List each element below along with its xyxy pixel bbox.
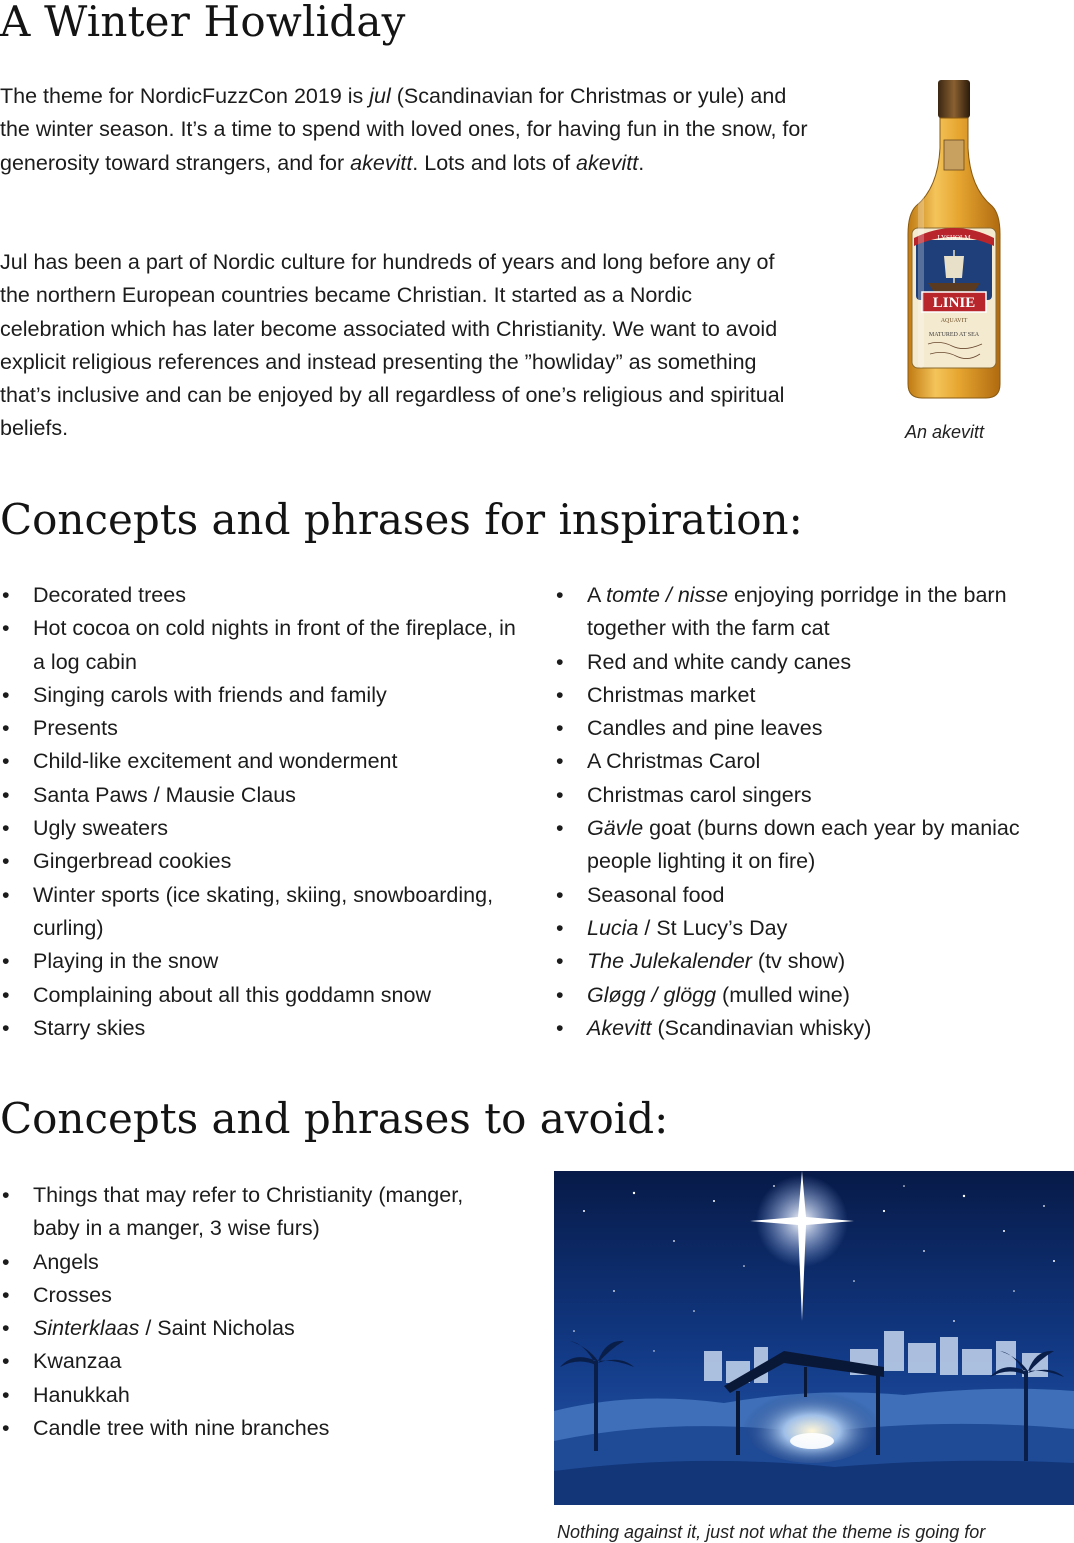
list-item: • Crosses	[0, 1279, 500, 1312]
intro-paragraph-1: The theme for NordicFuzzCon 2019 is jul (Scandinavian for Christmas or yule) and the winter season. It’s a time to spend with loved ones, for having fun in the snow, for generosity toward strangers, and for akevitt. Lots and lots of akevitt.	[0, 84, 808, 175]
inspiration-list-left	[0, 579, 520, 1045]
list-item: • Santa Paws / Mausie Claus	[0, 779, 520, 812]
bottle-cap	[938, 80, 970, 118]
intro-paragraph-2: Jul has been a part of Nordic culture for hundreds of years and long before any of the northern European countries became Christian. It started as a Nordic celebration which has later become associated with Christianity. We want to avoid explicit religious references and instead presenting the ”howliday” as something that’s inclusive and can be enjoyed by all regardless of one’s religious and spiritual beliefs.	[0, 250, 785, 441]
list-item: • Red and white candy canes	[554, 646, 1054, 679]
bottle-small: MATURED AT SEA	[928, 332, 980, 338]
list-item: • Ugly sweaters	[0, 812, 520, 845]
page-title: A Winter Howliday	[0, 0, 406, 46]
list-item: • Lucia / St Lucy’s Day	[554, 912, 1054, 945]
list-item: • Candles and pine leaves	[554, 712, 1054, 745]
list-item: • Hanukkah	[0, 1379, 500, 1412]
list-item: • Christmas market	[554, 679, 1054, 712]
list-item: • Sinterklaas / Saint Nicholas	[0, 1312, 500, 1345]
list-item: • Gingerbread cookies	[0, 845, 520, 878]
nativity-scene-image	[554, 1171, 1074, 1505]
list-item: • Decorated trees	[0, 579, 520, 612]
list-item: • Presents	[0, 712, 520, 745]
akevitt-bottle-image	[900, 78, 1008, 404]
bottle-caption: An akevitt	[905, 422, 985, 442]
list-item: • Akevitt (Scandinavian whisky)	[554, 1012, 1054, 1045]
bottle-brand-top: LYSHOLM	[937, 234, 971, 242]
inspiration-heading: Concepts and phrases for inspiration:	[0, 495, 803, 544]
neck-label	[944, 140, 964, 170]
list-item: • Child-like excitement and wonderment	[0, 745, 520, 778]
list-item: • A tomte / nisse enjoying porridge in the barn together with the farm cat	[554, 579, 1054, 646]
list-item: • Complaining about all this goddamn snow	[0, 979, 520, 1012]
list-item: • Things that may refer to Christianity (manger, baby in a manger, 3 wise furs)	[0, 1179, 500, 1246]
list-item: • Starry skies	[0, 1012, 520, 1045]
manger-light	[742, 1383, 882, 1463]
list-item: • Angels	[0, 1246, 500, 1279]
list-item: • Playing in the snow	[0, 945, 520, 978]
list-item: • Gløgg / glögg (mulled wine)	[554, 979, 1054, 1012]
nativity-caption: Nothing against it, just not what the theme is going for	[557, 1522, 986, 1542]
list-item: • A Christmas Carol	[554, 745, 1054, 778]
bottle-sub: AQUAVIT	[940, 318, 968, 324]
list-item: • Kwanzaa	[0, 1345, 500, 1378]
list-item: • Hot cocoa on cold nights in front of the fireplace, in a log cabin	[0, 612, 520, 679]
inspiration-list-right	[554, 579, 1054, 1045]
list-item: • The Julekalender (tv show)	[554, 945, 1054, 978]
bottle-brand: LINIE	[932, 295, 976, 311]
list-item: • Winter sports (ice skating, skiing, snowboarding, curling)	[0, 879, 520, 946]
list-item: • Candle tree with nine branches	[0, 1412, 500, 1445]
list-item: • Singing carols with friends and family	[0, 679, 520, 712]
list-item: • Christmas carol singers	[554, 779, 1054, 812]
avoid-list	[0, 1179, 500, 1445]
list-item: • Seasonal food	[554, 879, 1054, 912]
avoid-heading: Concepts and phrases to avoid:	[0, 1094, 669, 1143]
list-item: • Gävle goat (burns down each year by maniac people lighting it on fire)	[554, 812, 1054, 879]
